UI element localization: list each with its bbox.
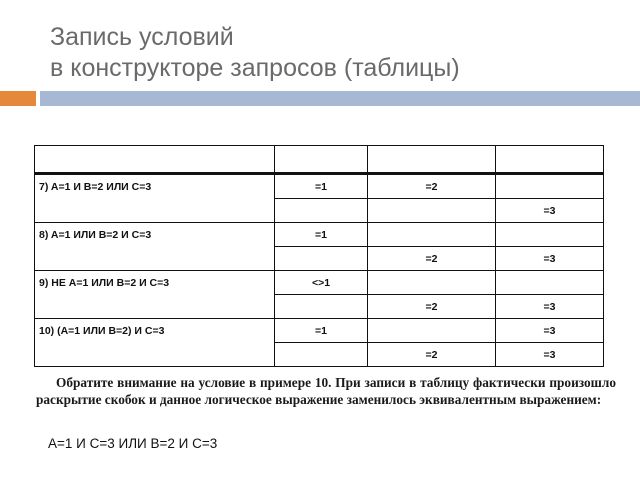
cell-a [275,199,368,223]
condition-label [35,343,275,367]
title-line-2: в конструкторе запросов (таблицы) [50,54,460,82]
condition-label: 10) (A=1 ИЛИ B=2) И C=3 [35,319,275,343]
cell-b [368,319,496,343]
cell-c [496,223,604,247]
cell-b [368,271,496,295]
table-row [35,247,604,271]
header-cell [275,146,368,174]
cell-c [496,271,604,295]
cell-b: =2 [368,343,496,367]
table-row [35,174,604,199]
cell-c [496,174,604,199]
cell-a: =1 [275,223,368,247]
cell-a [275,247,368,271]
title-line-1: Запись условий [50,23,234,51]
table-row [35,223,604,247]
note-paragraph [36,374,616,408]
accent-bar-blue [40,91,640,106]
table-row [35,319,604,343]
cell-c: =3 [496,319,604,343]
condition-label [35,247,275,271]
cell-c: =3 [496,343,604,367]
table-row [35,343,604,367]
slide-title [50,22,610,84]
table-header-row [35,146,604,174]
query-conditions-table [34,145,604,367]
header-cell [496,146,604,174]
cell-b: =2 [368,174,496,199]
header-cell [35,146,275,174]
table-row [35,199,604,223]
condition-label: 8) A=1 ИЛИ B=2 И C=3 [35,223,275,247]
equivalent-formula: А=1 И С=3 ИЛИ В=2 И С=3 [48,436,218,451]
condition-label: 9) НЕ A=1 ИЛИ B=2 И C=3 [35,271,275,295]
cell-c: =3 [496,295,604,319]
cell-a: =1 [275,319,368,343]
condition-label [35,199,275,223]
cell-b [368,199,496,223]
condition-label [35,295,275,319]
cell-b [368,223,496,247]
table-row [35,295,604,319]
cell-a: <>1 [275,271,368,295]
cell-a: =1 [275,174,368,199]
cell-c: =3 [496,199,604,223]
cell-a [275,295,368,319]
table-row [35,271,604,295]
note-text: Обратите внимание на условие в примере 10. При записи в таблицу фактически произошло раскрытие скобок и данное логическое выражение заменилось эквивалентным выражением: [36,375,616,407]
cell-b: =2 [368,295,496,319]
cell-a [275,343,368,367]
header-cell [368,146,496,174]
cell-b: =2 [368,247,496,271]
cell-c: =3 [496,247,604,271]
condition-label: 7) A=1 И B=2 ИЛИ C=3 [35,174,275,199]
accent-bar-orange [0,91,36,106]
